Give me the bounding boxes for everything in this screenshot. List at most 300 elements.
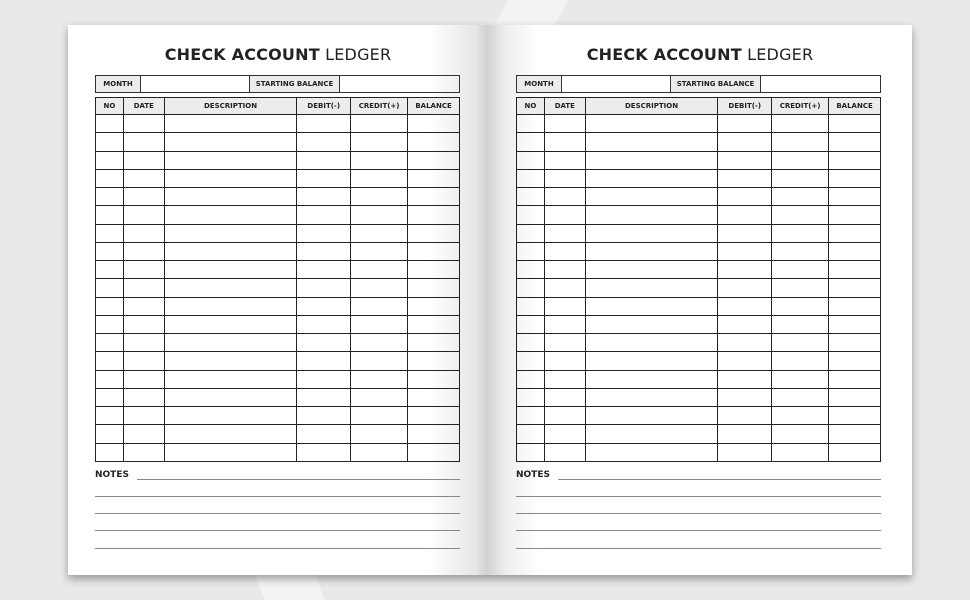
column-header: NO [96,98,124,115]
month-label: MONTH [96,76,141,92]
table-cell[interactable] [829,169,881,187]
table-cell[interactable] [829,133,881,151]
table-cell[interactable] [297,242,351,260]
month-row [95,75,460,93]
header-row [96,98,460,115]
table-cell[interactable] [96,188,124,206]
table-cell[interactable] [544,297,585,315]
table-cell[interactable] [408,206,460,224]
table-cell[interactable] [718,334,772,352]
table-row [517,388,881,406]
table-cell[interactable] [408,443,460,461]
table-cell[interactable] [517,115,545,133]
table-cell[interactable] [544,242,585,260]
column-header: CREDIT(+) [351,98,408,115]
table-cell[interactable] [96,151,124,169]
table-cell[interactable] [517,370,545,388]
table-cell[interactable] [96,133,124,151]
table-cell[interactable] [772,425,829,443]
table-row [96,188,460,206]
table-cell[interactable] [829,188,881,206]
table-cell[interactable] [517,224,545,242]
table-cell[interactable] [123,297,164,315]
table-row [96,315,460,333]
table-cell[interactable] [164,352,297,370]
table-cell[interactable] [772,224,829,242]
table-cell[interactable] [297,133,351,151]
table-cell[interactable] [164,151,297,169]
table-row [517,352,881,370]
table-cell[interactable] [408,242,460,260]
table-cell[interactable] [718,388,772,406]
table-cell[interactable] [297,279,351,297]
table-cell[interactable] [544,206,585,224]
table-cell[interactable] [829,115,881,133]
table-cell[interactable] [544,352,585,370]
table-cell[interactable] [408,352,460,370]
notes-line[interactable] [516,548,881,549]
table-cell[interactable] [351,388,408,406]
table-cell[interactable] [772,206,829,224]
table-cell[interactable] [829,425,881,443]
table-cell[interactable] [718,352,772,370]
table-cell[interactable] [351,279,408,297]
table-cell[interactable] [585,261,718,279]
notes-line[interactable] [95,548,460,549]
table-cell[interactable] [351,370,408,388]
table-cell[interactable] [517,279,545,297]
table-cell[interactable] [585,297,718,315]
table-cell[interactable] [96,334,124,352]
table-cell[interactable] [517,151,545,169]
table-cell[interactable] [718,279,772,297]
table-cell[interactable] [829,224,881,242]
table-row [96,169,460,187]
table-cell[interactable] [96,407,124,425]
table-cell[interactable] [718,169,772,187]
table-cell[interactable] [408,151,460,169]
table-cell[interactable] [164,224,297,242]
table-cell[interactable] [772,115,829,133]
table-cell[interactable] [718,224,772,242]
table-cell[interactable] [351,315,408,333]
table-row [96,352,460,370]
table-cell[interactable] [517,206,545,224]
table-cell[interactable] [408,133,460,151]
table-cell[interactable] [297,115,351,133]
table-cell[interactable] [408,279,460,297]
table-cell[interactable] [123,370,164,388]
table-cell[interactable] [96,279,124,297]
table-cell[interactable] [164,188,297,206]
table-cell[interactable] [164,334,297,352]
table-cell[interactable] [544,169,585,187]
table-cell[interactable] [772,334,829,352]
table-row [96,206,460,224]
page-title: CHECK ACCOUNT LEDGER [164,45,392,64]
table-row [517,115,881,133]
table-cell[interactable] [829,315,881,333]
table-cell[interactable] [772,169,829,187]
table-cell[interactable] [772,279,829,297]
table-cell[interactable] [123,315,164,333]
table-cell[interactable] [164,115,297,133]
table-cell[interactable] [718,206,772,224]
table-cell[interactable] [772,370,829,388]
table-cell[interactable] [517,133,545,151]
table-row [517,151,881,169]
table-cell[interactable] [772,443,829,461]
table-cell[interactable] [297,206,351,224]
table-cell[interactable] [585,388,718,406]
table-cell[interactable] [408,188,460,206]
table-cell[interactable] [585,169,718,187]
table-cell[interactable] [829,151,881,169]
table-cell[interactable] [123,279,164,297]
notes-line[interactable] [95,496,460,497]
table-cell[interactable] [585,315,718,333]
open-book [68,25,912,575]
table-cell[interactable] [123,242,164,260]
table-row [517,188,881,206]
page-title: CHECK ACCOUNT LEDGER [586,45,814,64]
table-cell[interactable] [585,242,718,260]
table-cell[interactable] [772,242,829,260]
table-cell[interactable] [544,425,585,443]
table-cell[interactable] [164,388,297,406]
table-cell[interactable] [297,315,351,333]
table-cell[interactable] [585,425,718,443]
starting-balance-label: STARTING BALANCE [671,76,761,92]
table-cell[interactable] [351,334,408,352]
table-cell[interactable] [544,443,585,461]
table-cell[interactable] [408,425,460,443]
table-cell[interactable] [164,279,297,297]
month-field[interactable] [562,76,671,92]
table-cell[interactable] [96,115,124,133]
table-cell[interactable] [408,261,460,279]
table-cell[interactable] [772,315,829,333]
table-cell[interactable] [718,261,772,279]
table-cell[interactable] [123,261,164,279]
table-cell[interactable] [829,206,881,224]
table-row [96,242,460,260]
table-cell[interactable] [829,334,881,352]
table-row [517,407,881,425]
table-cell[interactable] [718,242,772,260]
table-cell[interactable] [123,188,164,206]
table-cell[interactable] [123,151,164,169]
table-cell[interactable] [164,169,297,187]
table-cell[interactable] [544,334,585,352]
column-header: DESCRIPTION [164,98,297,115]
table-cell[interactable] [351,407,408,425]
table-cell[interactable] [297,388,351,406]
table-cell[interactable] [297,334,351,352]
table-cell[interactable] [297,188,351,206]
table-cell[interactable] [772,261,829,279]
table-row [517,133,881,151]
table-cell[interactable] [718,315,772,333]
table-cell[interactable] [585,334,718,352]
table-cell[interactable] [517,242,545,260]
table-cell[interactable] [544,261,585,279]
table-row [96,151,460,169]
table-cell[interactable] [544,407,585,425]
month-label: MONTH [517,76,562,92]
table-cell[interactable] [297,370,351,388]
table-cell[interactable] [351,443,408,461]
table-cell[interactable] [544,279,585,297]
table-cell[interactable] [544,115,585,133]
table-cell[interactable] [408,224,460,242]
table-cell[interactable] [96,425,124,443]
table-cell[interactable] [164,242,297,260]
table-cell[interactable] [164,407,297,425]
table-cell[interactable] [517,352,545,370]
table-cell[interactable] [351,242,408,260]
column-header: DATE [123,98,164,115]
table-cell[interactable] [829,352,881,370]
table-cell[interactable] [718,133,772,151]
table-cell[interactable] [517,315,545,333]
table-cell[interactable] [585,407,718,425]
table-cell[interactable] [585,370,718,388]
table-cell[interactable] [408,407,460,425]
table-cell[interactable] [718,443,772,461]
table-cell[interactable] [517,188,545,206]
table-cell[interactable] [408,388,460,406]
table-cell[interactable] [96,370,124,388]
table-cell[interactable] [123,407,164,425]
table-cell[interactable] [297,297,351,315]
table-cell[interactable] [351,115,408,133]
starting-balance-field[interactable] [761,76,880,92]
table-row [96,388,460,406]
table-cell[interactable] [829,297,881,315]
table-cell[interactable] [544,133,585,151]
table-cell[interactable] [772,407,829,425]
ledger-table [516,97,881,462]
table-row [96,133,460,151]
table-cell[interactable] [351,206,408,224]
table-cell[interactable] [96,352,124,370]
table-cell[interactable] [297,425,351,443]
table-cell[interactable] [297,261,351,279]
notes-line[interactable] [95,513,460,514]
table-cell[interactable] [164,425,297,443]
table-row [517,370,881,388]
table-cell[interactable] [585,352,718,370]
table-cell[interactable] [96,388,124,406]
column-header: NO [517,98,545,115]
table-cell[interactable] [829,370,881,388]
table-cell[interactable] [164,206,297,224]
table-cell[interactable] [351,352,408,370]
table-cell[interactable] [408,115,460,133]
table-cell[interactable] [96,315,124,333]
ledger-table [95,97,460,462]
left-page [68,25,488,575]
table-cell[interactable] [164,370,297,388]
table-cell[interactable] [96,169,124,187]
table-row [517,279,881,297]
table-cell[interactable] [351,425,408,443]
table-cell[interactable] [718,407,772,425]
table-cell[interactable] [517,334,545,352]
table-cell[interactable] [351,188,408,206]
table-cell[interactable] [164,133,297,151]
table-cell[interactable] [772,388,829,406]
table-cell[interactable] [772,151,829,169]
table-cell[interactable] [96,297,124,315]
notes-line[interactable] [95,530,460,531]
table-cell[interactable] [772,133,829,151]
table-cell[interactable] [829,407,881,425]
column-header: BALANCE [829,98,881,115]
table-cell[interactable] [585,443,718,461]
table-cell[interactable] [297,352,351,370]
table-cell[interactable] [351,224,408,242]
column-header: DESCRIPTION [585,98,718,115]
table-cell[interactable] [297,224,351,242]
table-cell[interactable] [96,242,124,260]
table-cell[interactable] [585,151,718,169]
table-row [96,224,460,242]
table-cell[interactable] [585,115,718,133]
table-cell[interactable] [297,169,351,187]
table-cell[interactable] [829,242,881,260]
table-cell[interactable] [517,407,545,425]
table-cell[interactable] [517,443,545,461]
table-row [517,169,881,187]
notes-line[interactable] [558,479,881,480]
table-cell[interactable] [123,224,164,242]
table-cell[interactable] [351,133,408,151]
table-row [517,443,881,461]
table-row [517,297,881,315]
table-cell[interactable] [544,188,585,206]
table-cell[interactable] [123,425,164,443]
table-row [96,261,460,279]
table-cell[interactable] [718,297,772,315]
table-cell[interactable] [517,388,545,406]
table-cell[interactable] [123,443,164,461]
notes-label: NOTES [516,470,550,480]
background-shape [255,575,324,600]
table-cell[interactable] [718,370,772,388]
table-cell[interactable] [829,443,881,461]
table-cell[interactable] [297,443,351,461]
column-header: DEBIT(-) [718,98,772,115]
table-cell[interactable] [123,169,164,187]
table-cell[interactable] [517,297,545,315]
table-cell[interactable] [123,206,164,224]
table-row [96,279,460,297]
table-cell[interactable] [517,261,545,279]
table-cell[interactable] [829,261,881,279]
table-cell[interactable] [408,297,460,315]
table-cell[interactable] [123,115,164,133]
table-cell[interactable] [351,151,408,169]
notes-line[interactable] [516,530,881,531]
table-cell[interactable] [96,206,124,224]
header-row [517,98,881,115]
table-cell[interactable] [351,261,408,279]
table-cell[interactable] [544,224,585,242]
table-cell[interactable] [585,279,718,297]
table-cell[interactable] [297,407,351,425]
notes-label: NOTES [95,470,129,480]
month-row [516,75,881,93]
table-cell[interactable] [408,169,460,187]
table-row [96,297,460,315]
table-cell[interactable] [772,352,829,370]
table-row [517,425,881,443]
table-row [96,370,460,388]
table-cell[interactable] [408,334,460,352]
table-cell[interactable] [585,133,718,151]
table-row [96,115,460,133]
table-cell[interactable] [123,334,164,352]
table-cell[interactable] [123,352,164,370]
notes-line[interactable] [516,496,881,497]
table-cell[interactable] [351,169,408,187]
table-cell[interactable] [96,261,124,279]
table-cell[interactable] [123,133,164,151]
table-cell[interactable] [517,425,545,443]
table-cell[interactable] [544,151,585,169]
table-cell[interactable] [544,388,585,406]
month-field[interactable] [141,76,250,92]
table-cell[interactable] [123,388,164,406]
table-cell[interactable] [585,188,718,206]
table-row [517,242,881,260]
table-cell[interactable] [772,297,829,315]
table-cell[interactable] [544,370,585,388]
right-page [488,25,912,575]
notes-line[interactable] [516,513,881,514]
starting-balance-field[interactable] [340,76,459,92]
table-cell[interactable] [829,279,881,297]
table-cell[interactable] [718,425,772,443]
notes-line[interactable] [137,479,460,480]
table-row [517,224,881,242]
table-cell[interactable] [772,188,829,206]
table-cell[interactable] [718,115,772,133]
table-cell[interactable] [164,297,297,315]
table-cell[interactable] [718,188,772,206]
table-cell[interactable] [517,169,545,187]
table-cell[interactable] [164,315,297,333]
table-cell[interactable] [96,443,124,461]
table-cell[interactable] [408,370,460,388]
table-cell[interactable] [297,151,351,169]
column-header: DATE [544,98,585,115]
table-cell[interactable] [585,206,718,224]
table-row [517,261,881,279]
table-cell[interactable] [829,388,881,406]
table-cell[interactable] [718,151,772,169]
table-cell[interactable] [585,224,718,242]
table-cell[interactable] [164,443,297,461]
table-cell[interactable] [544,315,585,333]
table-row [96,407,460,425]
table-cell[interactable] [96,224,124,242]
table-cell[interactable] [408,315,460,333]
table-cell[interactable] [351,297,408,315]
table-cell[interactable] [164,261,297,279]
